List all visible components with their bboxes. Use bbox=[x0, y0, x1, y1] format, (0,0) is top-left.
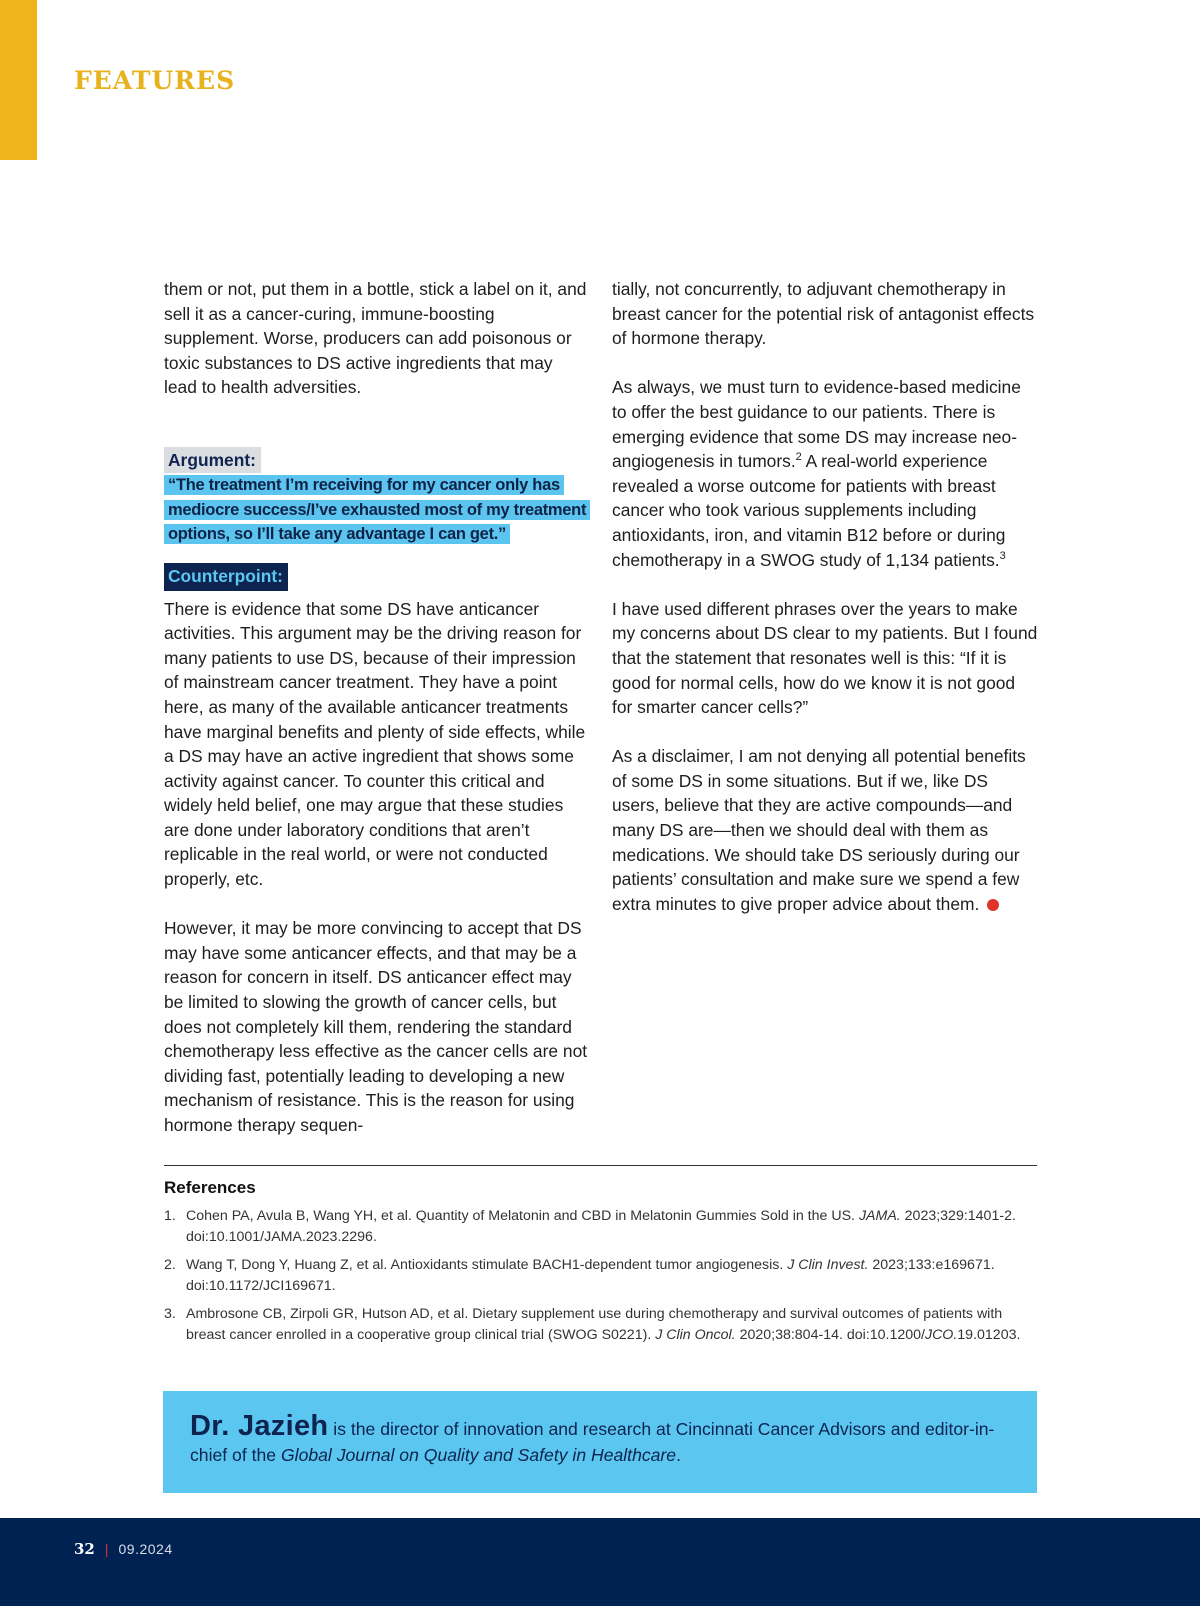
argument-block bbox=[164, 425, 589, 547]
author-name: Dr. Jazieh bbox=[190, 1410, 329, 1442]
page-footer bbox=[0, 1518, 1200, 1606]
counterpoint-label: Counterpoint: bbox=[164, 563, 288, 591]
right-paragraph-1: tially, not concurrently, to adjuvant chemotherapy in breast cancer for the potential risk of antagonist effects of hormone therapy. bbox=[612, 279, 1035, 349]
counterpoint-paragraph-1: There is evidence that some DS have anticancer activities. This argument may be the driving reason for many patients to use DS, because of their impression of mainstream cancer treatment. They have a point here, as many of the available anticancer treatments have marginal benefits and plenty of side effects, while a DS may have an active ingredient that shows some activity against cancer. To counter this critical and widely held belief, one may argue that these studies are done under laboratory conditions that aren’t replicable in the real world, or were not conducted properly, etc. bbox=[164, 598, 586, 890]
section-label: FEATURES bbox=[74, 66, 236, 95]
issue-date: 09.2024 bbox=[118, 1541, 173, 1557]
footer-separator: | bbox=[104, 1541, 109, 1557]
end-of-article-dot-icon bbox=[987, 899, 999, 911]
reference-item: 1. Cohen PA, Avula B, Wang YH, et al. Quantity of Melatonin and CBD in Melatonin Gummies Sold in the US. JAMA. 2023;329:1401-2. doi:10.1001/JAMA.2023.2296. bbox=[164, 1208, 1016, 1245]
references-heading: References bbox=[164, 1178, 256, 1197]
citation-2: 2 bbox=[795, 451, 802, 464]
references-section bbox=[164, 1178, 1037, 1353]
reference-item: 2. Wang T, Dong Y, Huang Z, et al. Antioxidants stimulate BACH1-dependent tumor angiogenesis. J Clin Invest. 2023;133:e169671. doi:10.1172/JCI169671. bbox=[164, 1257, 995, 1294]
author-bio: Dr. Jazieh is the director of innovation and research at Cincinnati Cancer Advisors and editor-in-chief of the Global Journal on Quality and Safety in Healthcare. bbox=[190, 1410, 995, 1465]
page-number: 32 bbox=[74, 1540, 95, 1558]
reference-item: 3. Ambrosone CB, Zirpoli GR, Hutson AD, et al. Dietary supplement use during chemotherapy and survival outcomes of patients with breast cancer enrolled in a cooperative group clinical trial (SWOG S0221). J Clin Oncol. 2020;38:804-14. doi:10.1200/JCO.19.01203. bbox=[164, 1306, 1021, 1343]
accent-bar bbox=[0, 0, 37, 160]
references-divider bbox=[164, 1165, 1037, 1166]
journal-name: Global Journal on Quality and Safety in Healthcare bbox=[280, 1445, 677, 1465]
references-list bbox=[164, 1206, 1037, 1345]
article-right-column bbox=[612, 277, 1040, 916]
right-paragraph-2: As always, we must turn to evidence-based medicine to offer the best guidance to our patients. There is emerging evidence that some DS may increase neo-angiogenesis in tumors.$^2$ A real-world experience revealed a worse outcome for patients with breast cancer who took various supplements including antioxidants, iron, and vitamin B12 before or during chemotherapy in a SWOG study of 1,134 patients.$^3$ bbox=[612, 377, 1021, 570]
right-paragraph-4: As a disclaimer, I am not denying all potential benefits of some DS in some situations. But if we, like DS users, believe that they are active compounds—and many DS are—then we should deal with them as medications. We should take DS seriously during our patients’ consultation and make sure we spend a few extra minutes to give proper advice about them. bbox=[612, 746, 1026, 914]
argument-label: Argument: bbox=[164, 447, 261, 474]
counterpoint-paragraph-2: However, it may be more convincing to accept that DS may have some anticancer effects, and that may be a reason for concern in itself. DS anticancer effect may be limited to slowing the growth of cancer cells, but does not completely kill them, rendering the standard chemotherapy less effective as the cancer cells are not dividing fast, potentially leading to developing a new mechanism of resistance. This is the reason for using hormone therapy sequen- bbox=[164, 918, 588, 1135]
intro-paragraph: them or not, put them in a bottle, stick a label on it, and sell it as a cancer-curing, immune-boosting supplement. Worse, producers can add poisonous or toxic substances to DS active ingredients that may lead to health adversities. bbox=[164, 279, 587, 398]
author-bio-box bbox=[163, 1391, 1037, 1493]
argument-quote: “The treatment I’m receiving for my cancer only has mediocre success/I’ve exhausted most of my treatment options, so I’ll take any advantage I can get.” bbox=[164, 473, 589, 547]
footer-content bbox=[74, 1540, 173, 1558]
article-left-column bbox=[164, 277, 589, 1138]
citation-3: 3 bbox=[999, 549, 1006, 562]
right-paragraph-3: I have used different phrases over the years to make my concerns about DS clear to my patients. But I found that the statement that resonates well is this: “If it is good for normal cells, how do we know it is not good for smarter cancer cells?” bbox=[612, 598, 1038, 718]
